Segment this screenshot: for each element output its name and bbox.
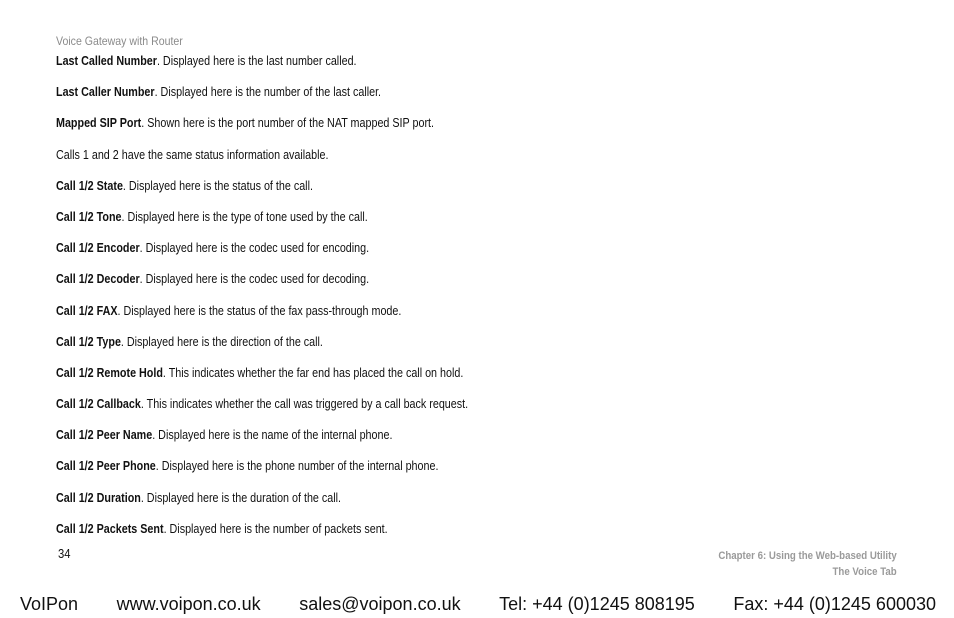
entry-call-encoder (56, 240, 813, 271)
entry-term: Call 1/2 Callback (56, 397, 141, 412)
entry-last-called-number (56, 53, 813, 84)
entry-term: Call 1/2 State (56, 178, 123, 193)
chapter-footer (719, 548, 897, 580)
entry-text: . Displayed here is the codec used for encoding. (139, 241, 370, 256)
entry-text: . Displayed here is the duration of the call. (140, 490, 342, 505)
entry-term: Call 1/2 Type (56, 334, 121, 349)
entry-text: . This indicates whether the call was triggered by a call back request. (140, 397, 469, 412)
entry-term: Call 1/2 Remote Hold (56, 365, 163, 380)
page-number: 34 (58, 547, 71, 561)
entry-term: Call 1/2 FAX (56, 303, 118, 318)
email-link[interactable]: sales@voipon.co.uk (299, 594, 461, 614)
entry-call-peer-phone (56, 458, 813, 489)
entry-call-callback (56, 396, 813, 427)
definition-list (56, 53, 936, 552)
entry-text: . This indicates whether the far end has placed the call on hold. (162, 365, 464, 380)
entry-call-duration (56, 490, 813, 521)
entry-term: Call 1/2 Decoder (56, 272, 140, 287)
entry-term: Call 1/2 Encoder (56, 241, 140, 256)
contact-footer (20, 594, 936, 615)
entry-call-type (56, 334, 813, 365)
telephone-number: Tel: +44 (0)1245 808195 (499, 594, 695, 614)
fax-number: Fax: +44 (0)1245 600030 (733, 594, 936, 614)
entry-text: . Displayed here is the direction of the call. (120, 334, 323, 349)
entry-call-remote-hold (56, 365, 813, 396)
entry-term: Last Caller Number (56, 85, 155, 100)
entry-last-caller-number (56, 84, 813, 115)
entry-term: Call 1/2 Packets Sent (56, 521, 164, 536)
entry-term: Call 1/2 Peer Phone (56, 459, 156, 474)
entry-mapped-sip-port (56, 115, 813, 146)
company-name: VoIPon (20, 594, 79, 614)
section-title: The Voice Tab (832, 566, 897, 578)
website-link[interactable]: www.voipon.co.uk (116, 594, 261, 614)
chapter-title: Chapter 6: Using the Web-based Utility (718, 550, 897, 562)
entry-text: . Displayed here is the status of the call. (122, 178, 313, 193)
entry-call-state (56, 178, 813, 209)
entry-term: Last Called Number (56, 54, 157, 68)
entry-text: . Displayed here is the last number called. (156, 54, 357, 68)
entry-text: . Displayed here is the status of the fax pass-through mode. (117, 303, 402, 318)
entry-call-decoder (56, 271, 813, 302)
entry-term: Mapped SIP Port (56, 116, 142, 131)
running-header: Voice Gateway with Router (56, 34, 183, 48)
entry-call-peer-name (56, 427, 813, 458)
entry-text: . Displayed here is the codec used for decoding. (139, 272, 370, 287)
entry-call-tone (56, 209, 813, 240)
entry-text: . Shown here is the port number of the NAT mapped SIP port. (141, 116, 435, 131)
calls-note (56, 147, 813, 178)
entry-term: Call 1/2 Tone (56, 209, 122, 224)
entry-call-fax (56, 303, 813, 334)
entry-term: Call 1/2 Duration (56, 490, 141, 505)
entry-text: . Displayed here is the name of the internal phone. (152, 428, 393, 443)
entry-text: Calls 1 and 2 have the same status information available. (56, 147, 329, 162)
entry-call-packets-sent (56, 521, 813, 552)
entry-text: . Displayed here is the number of packets sent. (163, 521, 388, 536)
entry-term: Call 1/2 Peer Name (56, 428, 153, 443)
entry-text: . Displayed here is the number of the last caller. (154, 85, 382, 100)
entry-text: . Displayed here is the phone number of the internal phone. (155, 459, 439, 474)
entry-text: . Displayed here is the type of tone used by the call. (121, 209, 368, 224)
